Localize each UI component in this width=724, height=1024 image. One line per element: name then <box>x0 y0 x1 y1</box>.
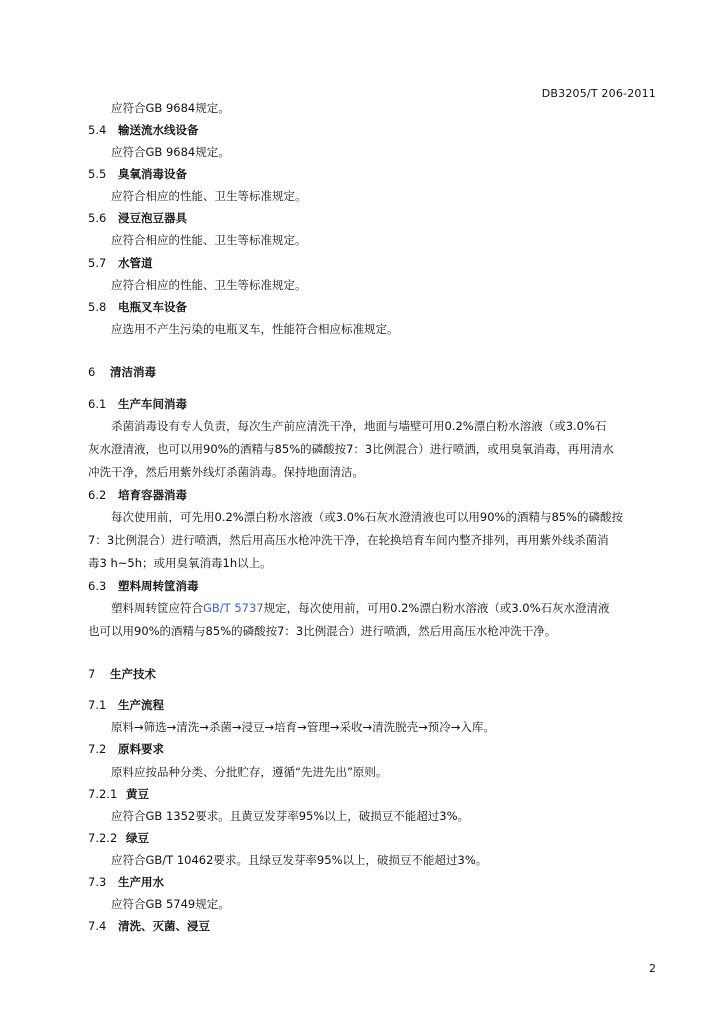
paragraph-line: 冲洗干净，然后用紫外线灯杀菌消毒。保持地面清洁。 <box>88 465 364 479</box>
heading-7-3: 7.3 生产用水 <box>88 875 164 889</box>
paragraph-line: 灰水澄清液，也可以用90%的酒精与85%的磷酸按7：3比例混合）进行喷洒，或用臭氧消毒，再用清水 <box>88 442 614 456</box>
body-text: 应符合GB 1352要求。且黄豆发芽率95%以上，破损豆不能超过3%。 <box>111 809 470 823</box>
body-text: 应选用不产生污染的电瓶叉车，性能符合相应标准规定。 <box>111 322 399 336</box>
heading-5-5: 5.5 臭氧消毒设备 <box>88 167 187 181</box>
heading-7-4: 7.4 清洗、灭菌、浸豆 <box>88 919 210 933</box>
heading-7-1: 7.1 生产流程 <box>88 698 164 712</box>
paragraph-line: 也可以用90%的酒精与85%的磷酸按7：3比例混合）进行喷洒，然后用高压水枪冲洗干净。 <box>88 624 557 638</box>
heading-5-8: 5.8 电瓶叉车设备 <box>88 300 187 314</box>
standard-code-header: DB3205/T 206-2011 <box>541 87 656 100</box>
body-text: 应符合相应的性能、卫生等标准规定。 <box>111 233 307 247</box>
section-6-title: 6 清洁消毒 <box>88 365 156 379</box>
paragraph-line: 塑料周转筐应符合GB/T 5737规定，每次使用前，可用0.2%漂白粉水溶液（或3.0%石灰水澄清液 <box>111 601 610 615</box>
paragraph-line: 每次使用前，可先用0.2%漂白粉水溶液（或3.0%石灰水澄清液也可以用90%的酒精与85%的磷酸按 <box>111 510 624 524</box>
body-text: 应符合GB 9684规定。 <box>111 145 230 159</box>
body-text: 应符合GB/T 10462要求。且绿豆发芽率95%以上，破损豆不能超过3%。 <box>111 853 488 867</box>
body-text: 应符合相应的性能、卫生等标准规定。 <box>111 278 307 292</box>
page-number: 2 <box>649 962 656 975</box>
section-7-title: 7 生产技术 <box>88 667 156 681</box>
standard-reference-link[interactable]: GB/T 5737 <box>203 601 264 615</box>
heading-5-6: 5.6 浸豆泡豆器具 <box>88 211 187 225</box>
body-text: 应符合GB 5749规定。 <box>111 897 230 911</box>
heading-7-2: 7.2 原料要求 <box>88 742 164 756</box>
body-text: 应符合GB 9684规定。 <box>111 101 230 115</box>
paragraph-line: 7：3比例混合）进行喷洒，然后用高压水枪冲洗干净，在轮换培育车间内整齐排列，再用紫外线杀菌消 <box>88 533 609 547</box>
heading-6-3: 6.3 塑料周转筐消毒 <box>88 579 199 593</box>
paragraph-line: 毒3 h~5h；或用臭氧消毒1h以上。 <box>88 556 272 570</box>
body-text: 原料→筛选→清洗→杀菌→浸豆→培育→管理→采收→清洗脱壳→预冷→入库。 <box>111 720 495 734</box>
heading-5-4: 5.4 输送流水线设备 <box>88 123 199 137</box>
heading-5-7: 5.7 水管道 <box>88 256 153 270</box>
body-text: 应符合相应的性能、卫生等标准规定。 <box>111 189 307 203</box>
paragraph-line: 杀菌消毒设有专人负责，每次生产前应清洗干净，地面与墙壁可用0.2%漂白粉水溶液（或3.0%石 <box>111 419 607 433</box>
body-text: 原料应按品种分类、分批贮存，遵循“先进先出”原则。 <box>111 765 388 779</box>
heading-6-2: 6.2 培育容器消毒 <box>88 488 187 502</box>
heading-7-2-1: 7.2.1 黄豆 <box>88 787 149 801</box>
heading-7-2-2: 7.2.2 绿豆 <box>88 831 149 845</box>
heading-6-1: 6.1 生产车间消毒 <box>88 397 187 411</box>
